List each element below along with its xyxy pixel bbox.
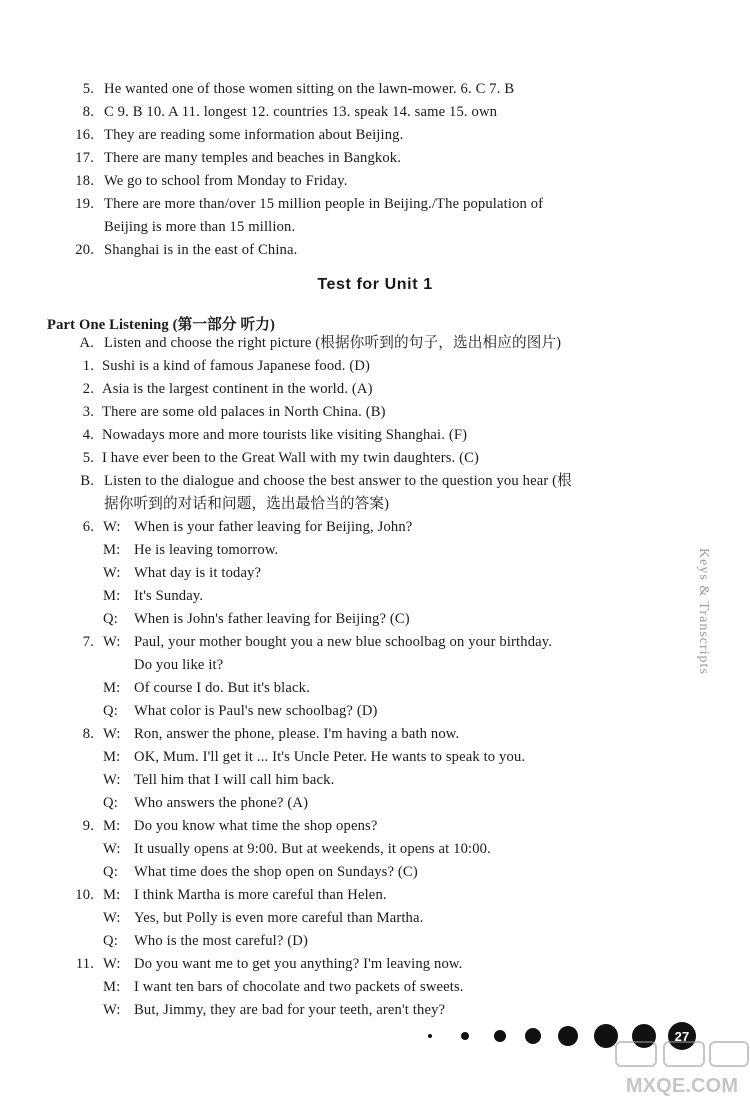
speaker-label: W: [103, 726, 121, 742]
item-text: Sushi is a kind of famous Japanese food. (D) [102, 358, 371, 374]
watermark-logo [612, 1036, 750, 1102]
item-text: I have ever been to the Great Wall with my twin daughters. (C) [102, 450, 480, 466]
dialogue-text: What color is Paul's new schoolbag? (D) [134, 703, 378, 719]
answer-text: C 9. B 10. A 11. longest 12. countries 13. speak 14. same 15. own [104, 104, 498, 120]
item-number: 1. [82, 358, 94, 374]
dialogue-text: Who answers the phone? (A) [134, 795, 309, 811]
speaker-label: M: [103, 887, 121, 903]
answer-text: There are more than/over 15 million people in Beijing./The population of [104, 196, 544, 212]
speaker-label: W: [103, 634, 121, 650]
speaker-label: Q: [103, 864, 118, 880]
speaker-label: W: [103, 956, 121, 972]
item-number: 20. [75, 242, 94, 258]
item-number: 16. [75, 127, 94, 143]
item-number: 19. [75, 196, 94, 212]
section-label: A. [79, 335, 94, 351]
dialogue-text: OK, Mum. I'll get it ... It's Uncle Peter. He wants to speak to you. [134, 749, 526, 765]
section-title: Test for Unit 1 [317, 276, 433, 293]
dialogue-text: Do you want me to get you anything? I'm leaving now. [134, 956, 463, 972]
dialogue-text: Of course I do. But it's black. [134, 680, 310, 696]
item-text: Nowadays more and more tourists like visiting Shanghai. (F) [102, 427, 468, 443]
dialogue-text: Do you like it? [134, 657, 224, 673]
speaker-label: W: [103, 910, 121, 926]
page-number: 27 [674, 1029, 690, 1044]
footer-dot-icon [494, 1030, 506, 1042]
item-number: 17. [75, 150, 94, 166]
footer-dot-icon [428, 1034, 432, 1038]
answer-text: They are reading some information about Beijing. [104, 127, 404, 143]
item-number: 6. [82, 519, 94, 535]
footer-dot-icon [558, 1026, 578, 1046]
item-number: 10. [75, 887, 94, 903]
item-number: 8. [82, 104, 94, 120]
speaker-label: M: [103, 818, 121, 834]
watermark-shape-icon [710, 1042, 748, 1066]
item-number: 18. [75, 173, 94, 189]
speaker-label: M: [103, 542, 121, 558]
item-number: 9. [82, 818, 94, 834]
item-number: 11. [75, 956, 94, 972]
dialogue-text: I want ten bars of chocolate and two packets of sweets. [134, 979, 464, 995]
part-heading: Part One Listening (第一部分 听力) [47, 317, 275, 333]
item-text: There are some old palaces in North China. (B) [102, 404, 386, 420]
speaker-label: M: [103, 749, 121, 765]
section-instruction: Listen and choose the right picture (根据你听到的句子，选出相应的图片) [104, 335, 562, 351]
watermark-shape-icon [664, 1042, 704, 1066]
speaker-label: W: [103, 772, 121, 788]
side-margin-label [683, 548, 723, 698]
section-instruction: 据你听到的对话和问题，选出最恰当的答案) [104, 496, 390, 512]
speaker-label: W: [103, 519, 121, 535]
dialogue-text: But, Jimmy, they are bad for your teeth, aren't they? [134, 1002, 446, 1018]
speaker-label: W: [103, 565, 121, 581]
speaker-label: Q: [103, 703, 118, 719]
dialogue-text: I think Martha is more careful than Helen. [134, 887, 387, 903]
dialogue-text: Who is the most careful? (D) [134, 933, 308, 949]
speaker-label: M: [103, 588, 121, 604]
dialogue-text: Tell him that I will call him back. [134, 772, 335, 788]
item-number: 3. [82, 404, 94, 420]
section-instruction: Listen to the dialogue and choose the best answer to the question you hear (根 [104, 473, 572, 489]
dialogue-text: It's Sunday. [134, 588, 204, 604]
answer-text: Beijing is more than 15 million. [104, 219, 296, 235]
item-number: 8. [82, 726, 94, 742]
speaker-label: M: [103, 680, 121, 696]
dialogue-text: When is your father leaving for Beijing, John? [134, 519, 413, 535]
speaker-label: M: [103, 979, 121, 995]
speaker-label: Q: [103, 795, 118, 811]
watermark-text: MXQE.COM [625, 1075, 739, 1097]
item-number: 7. [82, 634, 94, 650]
speaker-label: W: [103, 841, 121, 857]
speaker-label: Q: [103, 611, 118, 627]
dialogue-text: When is John's father leaving for Beijing? (C) [134, 611, 410, 627]
watermark-shape-icon [616, 1042, 656, 1066]
item-number: 2. [82, 381, 94, 397]
section-label: B. [80, 473, 94, 489]
item-text: Asia is the largest continent in the world. (A) [102, 381, 373, 397]
speaker-label: W: [103, 1002, 121, 1018]
dialogue-text: He is leaving tomorrow. [134, 542, 279, 558]
item-number: 5. [82, 450, 94, 466]
footer-dot-icon [461, 1032, 469, 1040]
answer-text: We go to school from Monday to Friday. [104, 173, 348, 189]
side-margin-text: Keys & Transcripts [696, 548, 711, 675]
answer-text: He wanted one of those women sitting on the lawn-mower. 6. C 7. B [104, 81, 515, 97]
footer-dot-icon [525, 1028, 541, 1044]
dialogue-text: What day is it today? [134, 565, 262, 581]
dialogue-text: Ron, answer the phone, please. I'm having a bath now. [134, 726, 460, 742]
dialogue-text: It usually opens at 9:00. But at weekends, it opens at 10:00. [134, 841, 491, 857]
dialogue-text: Do you know what time the shop opens? [134, 818, 378, 834]
answer-text: There are many temples and beaches in Bangkok. [104, 150, 402, 166]
item-number: 4. [82, 427, 94, 443]
item-number: 5. [82, 81, 94, 97]
dialogue-text: What time does the shop open on Sundays? (C) [134, 864, 418, 880]
answer-text: Shanghai is in the east of China. [104, 242, 298, 258]
dialogue-text: Yes, but Polly is even more careful than Martha. [134, 910, 424, 926]
dialogue-text: Paul, your mother bought you a new blue schoolbag on your birthday. [134, 634, 553, 650]
speaker-label: Q: [103, 933, 118, 949]
